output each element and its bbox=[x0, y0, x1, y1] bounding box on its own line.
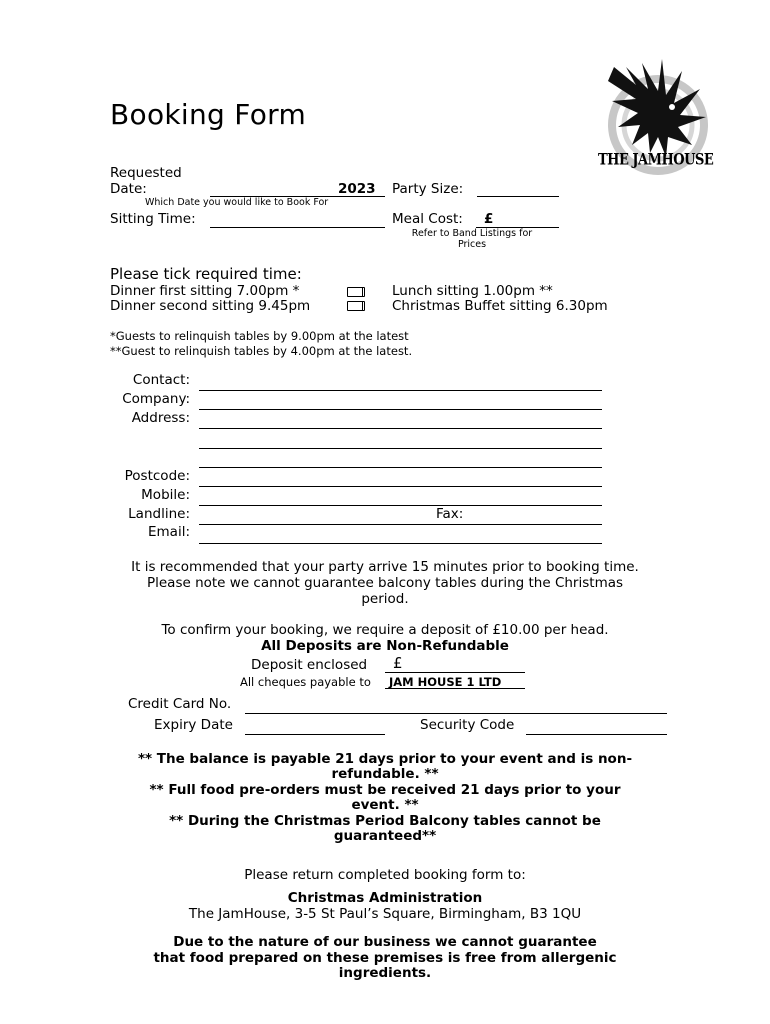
landline-label: Landline: bbox=[128, 506, 190, 522]
dinner-first-checkbox[interactable] bbox=[347, 287, 365, 297]
security-code-label: Security Code bbox=[420, 717, 515, 733]
date-label: Date: bbox=[110, 181, 147, 197]
card-number-label: Credit Card No. bbox=[128, 696, 232, 712]
deposit-enclosed-label: Deposit enclosed bbox=[251, 657, 368, 673]
dinner-second-label: Dinner second sitting 9.45pm bbox=[110, 298, 311, 314]
page-title: Booking Form bbox=[110, 98, 307, 131]
address-field-2[interactable] bbox=[199, 448, 602, 449]
dinner-second-checkbox[interactable] bbox=[347, 301, 365, 311]
times-note-2: **Guest to relinquish tables by 4.00pm at the latest. bbox=[110, 344, 413, 358]
mobile-label: Mobile: bbox=[141, 487, 190, 503]
landline-fax-field[interactable] bbox=[199, 524, 602, 525]
mobile-field[interactable] bbox=[199, 505, 602, 506]
postcode-label: Postcode: bbox=[124, 468, 190, 484]
times-heading: Please tick required time: bbox=[110, 265, 302, 283]
return-line-2: Christmas Administration bbox=[287, 890, 483, 906]
address-field-3[interactable] bbox=[199, 467, 602, 468]
arrive-text-1: It is recommended that your party arrive 15 minutes prior to booking time. bbox=[131, 559, 639, 575]
times-note-1: *Guests to relinquish tables by 9.00pm at the latest bbox=[110, 329, 409, 343]
deposit-text: To confirm your booking, we require a deposit of £10.00 per head. bbox=[161, 622, 609, 638]
postcode-field[interactable] bbox=[199, 486, 602, 487]
deposit-enclosed-field[interactable] bbox=[385, 672, 525, 673]
security-code-field[interactable] bbox=[526, 734, 667, 735]
meal-cost-value: £ bbox=[484, 211, 494, 227]
deposit-enclosed-value: £ bbox=[393, 654, 403, 672]
allergen-line-1: Due to the nature of our business we cannot guarantee bbox=[173, 934, 597, 950]
logo-text: THE JAMHOUSE bbox=[598, 151, 714, 170]
date-hint: Which Date you would like to Book For bbox=[145, 197, 329, 208]
arrive-text-3: period. bbox=[361, 591, 409, 607]
buffet-label: Christmas Buffet sitting 6.30pm bbox=[392, 298, 608, 314]
meal-cost-label: Meal Cost: bbox=[392, 211, 463, 227]
bird-logo-icon bbox=[596, 45, 718, 195]
lunch-label: Lunch sitting 1.00pm ** bbox=[392, 283, 553, 299]
expiry-field[interactable] bbox=[245, 734, 385, 735]
email-field[interactable] bbox=[199, 543, 602, 544]
return-address: The JamHouse, 3-5 St Paul’s Square, Birmingham, B3 1QU bbox=[188, 906, 582, 922]
company-label: Company: bbox=[122, 391, 190, 407]
company-field[interactable] bbox=[199, 409, 602, 410]
jamhouse-logo bbox=[596, 45, 718, 195]
meal-cost-hint-1: Refer to Band Listings for bbox=[411, 228, 533, 239]
party-size-label: Party Size: bbox=[392, 181, 464, 197]
contact-field[interactable] bbox=[199, 390, 602, 391]
deposit-nonrefundable: All Deposits are Non-Refundable bbox=[261, 638, 509, 654]
terms-line-5: ** During the Christmas Period Balcony tables cannot be bbox=[169, 813, 601, 829]
return-line-1: Please return completed booking form to: bbox=[244, 867, 526, 883]
address-field-1[interactable] bbox=[199, 428, 602, 429]
allergen-line-2: that food prepared on these premises is free from allergenic bbox=[153, 950, 617, 966]
arrive-text-2: Please note we cannot guarantee balcony tables during the Christmas bbox=[146, 575, 624, 591]
card-number-field[interactable] bbox=[245, 713, 667, 714]
date-value: 2023 bbox=[338, 181, 376, 197]
terms-line-4: event. ** bbox=[351, 797, 419, 813]
expiry-label: Expiry Date bbox=[154, 717, 233, 733]
terms-line-3: ** Full food pre-orders must be received 21 days prior to your bbox=[149, 782, 621, 798]
allergen-line-3: ingredients. bbox=[338, 965, 432, 981]
payee-underline bbox=[385, 688, 525, 689]
dinner-first-label: Dinner first sitting 7.00pm * bbox=[110, 283, 300, 299]
meal-cost-hint-2: Prices bbox=[457, 239, 487, 250]
contact-label: Contact: bbox=[132, 372, 190, 388]
terms-line-6: guaranteed** bbox=[333, 828, 437, 844]
requested-label: Requested bbox=[110, 165, 182, 181]
address-label: Address: bbox=[131, 410, 190, 426]
email-label: Email: bbox=[147, 524, 190, 540]
cheques-label: All cheques payable to bbox=[240, 675, 371, 689]
fax-label: Fax: bbox=[436, 506, 464, 522]
terms-line-2: refundable. ** bbox=[331, 766, 439, 782]
party-size-field[interactable] bbox=[477, 196, 559, 197]
terms-line-1: ** The balance is payable 21 days prior to your event and is non- bbox=[137, 751, 633, 767]
sitting-time-field[interactable] bbox=[210, 227, 385, 228]
sitting-time-label: Sitting Time: bbox=[110, 211, 196, 227]
cheques-payee: JAM HOUSE 1 LTD bbox=[389, 675, 502, 689]
